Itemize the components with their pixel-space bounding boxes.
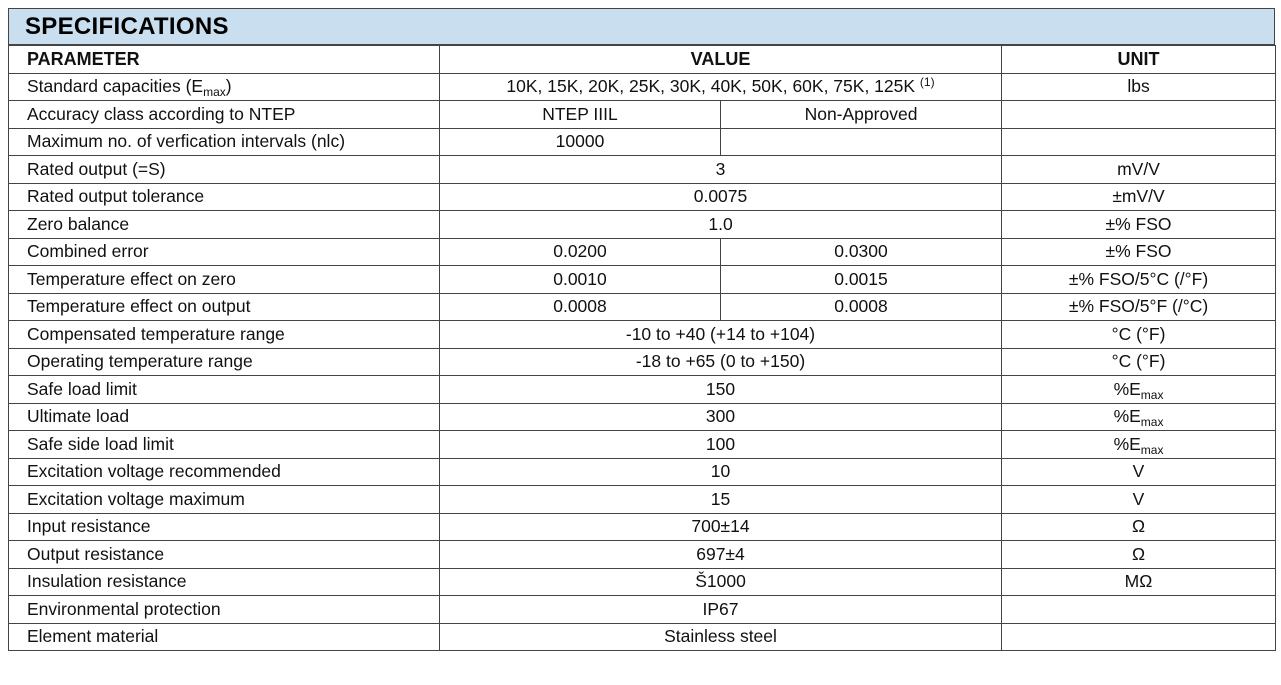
param-cell: Excitation voltage maximum [9,486,440,514]
table-row [9,348,1276,376]
value-cell: 100 [440,431,1002,459]
section-title: SPECIFICATIONS [25,12,229,40]
unit-cell: °C (°F) [1002,321,1276,349]
param-cell: Environmental protection [9,596,440,624]
value-cell: 700±14 [440,513,1002,541]
table-row [9,266,1276,294]
unit-cell [1002,376,1276,404]
value-cell-ntep: 0.0008 [440,293,721,321]
unit-cell: MΩ [1002,568,1276,596]
param-cell: Input resistance [9,513,440,541]
param-cell: Excitation voltage recommended [9,458,440,486]
section-title-bar [8,8,1275,45]
unit-cell [1002,403,1276,431]
value-cell [440,73,1002,101]
unit-cell: ±mV/V [1002,183,1276,211]
table-row [9,596,1276,624]
value-cell-ntep: 0.0200 [440,238,721,266]
unit-cell: V [1002,458,1276,486]
unit-subscript: max [1140,415,1164,430]
param-cell: Temperature effect on output [9,293,440,321]
unit-text: %E [1113,378,1141,399]
value-cell: 15 [440,486,1002,514]
value-cell: 150 [440,376,1002,404]
value-cell-non-approved: Non-Approved [721,101,1002,129]
header-row [9,46,1276,74]
value-cell: 697±4 [440,541,1002,569]
table-row [9,623,1276,651]
param-cell: Safe load limit [9,376,440,404]
unit-cell: ±% FSO [1002,238,1276,266]
param-cell: Ultimate load [9,403,440,431]
value-text: 10K, 15K, 20K, 25K, 30K, 40K, 50K, 60K, 75K, 125K [506,76,916,97]
param-cell: Combined error [9,238,440,266]
param-cell: Maximum no. of verfication intervals (nlc) [9,128,440,156]
table-row [9,431,1276,459]
unit-cell: Ω [1002,513,1276,541]
footnote-marker: (1) [919,75,935,90]
unit-subscript: max [1140,387,1164,402]
value-cell-non-approved: 0.0015 [721,266,1002,294]
value-cell-ntep: NTEP IIIL [440,101,721,129]
unit-cell [1002,623,1276,651]
value-cell: 0.0075 [440,183,1002,211]
unit-cell: Ω [1002,541,1276,569]
value-cell: 1.0 [440,211,1002,239]
param-cell: Safe side load limit [9,431,440,459]
param-cell: Temperature effect on zero [9,266,440,294]
value-cell: Stainless steel [440,623,1002,651]
param-cell: Operating temperature range [9,348,440,376]
table-row [9,568,1276,596]
specifications-table [8,45,1276,651]
value-cell: 300 [440,403,1002,431]
table-row [9,458,1276,486]
unit-cell [1002,431,1276,459]
table-row [9,128,1276,156]
table-row [9,73,1276,101]
unit-cell: V [1002,486,1276,514]
table-row [9,101,1276,129]
param-cell: Rated output (=S) [9,156,440,184]
header-unit: UNIT [1002,46,1276,74]
table-row [9,211,1276,239]
param-cell: Element material [9,623,440,651]
table-row [9,403,1276,431]
table-row [9,486,1276,514]
unit-cell [1002,596,1276,624]
unit-cell: ±% FSO/5°F (/°C) [1002,293,1276,321]
value-cell: 3 [440,156,1002,184]
value-cell-non-approved: 0.0300 [721,238,1002,266]
unit-subscript: max [1140,442,1164,457]
value-cell: -18 to +65 (0 to +150) [440,348,1002,376]
param-cell: Accuracy class according to NTEP [9,101,440,129]
unit-cell: ±% FSO [1002,211,1276,239]
table-row [9,513,1276,541]
param-cell: Insulation resistance [9,568,440,596]
table-row [9,376,1276,404]
value-cell: -10 to +40 (+14 to +104) [440,321,1002,349]
value-cell: 10 [440,458,1002,486]
unit-text: %E [1113,433,1141,454]
value-cell-ntep: 10000 [440,128,721,156]
value-cell: IP67 [440,596,1002,624]
param-text-tail: ) [225,76,232,97]
param-text: Standard capacities (E [27,76,204,97]
param-cell: Output resistance [9,541,440,569]
table-row [9,321,1276,349]
param-cell: Rated output tolerance [9,183,440,211]
header-value: VALUE [440,46,1002,74]
value-cell: Š1000 [440,568,1002,596]
table-row [9,156,1276,184]
unit-cell: °C (°F) [1002,348,1276,376]
value-cell-ntep: 0.0010 [440,266,721,294]
unit-cell: lbs [1002,73,1276,101]
param-cell: Zero balance [9,211,440,239]
specifications-panel [8,8,1275,651]
table-row [9,293,1276,321]
header-parameter: PARAMETER [9,46,440,74]
param-cell [9,73,440,101]
table-row [9,238,1276,266]
unit-text: %E [1113,406,1141,427]
unit-cell: mV/V [1002,156,1276,184]
unit-cell: ±% FSO/5°C (/°F) [1002,266,1276,294]
param-subscript: max [203,85,226,100]
unit-cell [1002,101,1276,129]
table-row [9,183,1276,211]
value-cell-non-approved: 0.0008 [721,293,1002,321]
value-cell-non-approved [721,128,1002,156]
param-cell: Compensated temperature range [9,321,440,349]
table-row [9,541,1276,569]
unit-cell [1002,128,1276,156]
